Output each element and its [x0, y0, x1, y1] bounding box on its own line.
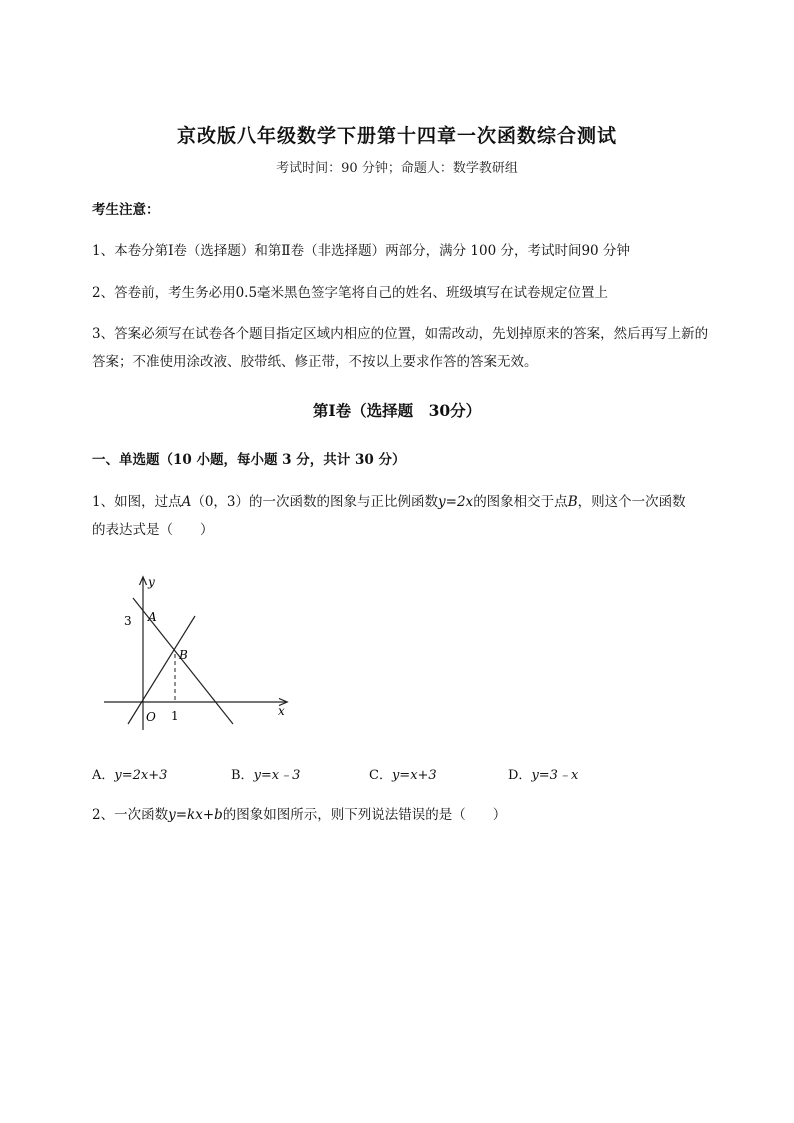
q1-choices: [92, 764, 712, 786]
q2-suffix: 的图象如图所示，则下列说法错误的是（ ）: [222, 807, 507, 823]
q1-graph-figure: [100, 572, 300, 732]
page-title: 京改版八年级数学下册第十四章一次函数综合测试: [176, 125, 617, 147]
label-x: x: [278, 704, 285, 718]
line-y-equals-2x: [128, 616, 195, 724]
page-subtitle: 考试时间：90 分钟；命题人：数学教研组: [276, 161, 518, 176]
notice-heading: 考生注意：: [92, 202, 160, 218]
choice-c[interactable]: C．y=x+3: [369, 768, 437, 783]
choice-a[interactable]: A．y=2x+3: [92, 768, 168, 783]
part1-title: 第Ⅰ卷（选择题 30分）: [312, 401, 482, 420]
section-heading: 一、单选题（10 小题，每小题 3 分，共计 30 分）: [92, 452, 406, 468]
question-2-text: [92, 801, 712, 829]
notice-item-2: 2、答卷前，考生务必用0.5毫米黑色签字笔将自己的姓名、班级填写在试卷规定位置上: [92, 285, 609, 301]
q2-function: y=kx+b: [168, 807, 223, 823]
q2-prefix: 2、一次函数: [92, 807, 169, 823]
notice-item-1: 1、本卷分第Ⅰ卷（选择题）和第Ⅱ卷（非选择题）两部分，满分 100 分，考试时间90 分钟: [92, 243, 630, 259]
q1-prefix: 1、如图，过点: [92, 494, 182, 510]
notice-item-3: 3、答案必须写在试卷各个题目指定区域内相应的位置，如需改动，先划掉原来的答案，然后再写上新的答案；不准使用涂改液、胶带纸、修正带，不按以上要求作答的答案无效。: [92, 326, 709, 370]
label-origin: O: [146, 710, 156, 724]
q1-suffix: ，则这个一次函数: [577, 494, 686, 510]
label-b: B: [179, 648, 188, 662]
q1-point-b: B: [567, 494, 578, 510]
question-1-text: [92, 488, 712, 544]
q1-function: y=2x: [438, 494, 474, 510]
tick-label-1: 1: [171, 709, 179, 723]
q1-point-a: A: [181, 494, 192, 510]
label-y: y: [148, 575, 155, 589]
label-a: A: [148, 610, 157, 624]
choice-b[interactable]: B．y=x﹣3: [231, 768, 301, 783]
tick-label-3: 3: [124, 614, 132, 628]
q1-line2: 的表达式是（ ）: [92, 522, 214, 538]
q1-mid: 的图象相交于点: [473, 494, 568, 510]
q1-coords: （0，3）的一次函数的图象与正比例函数: [191, 494, 439, 510]
choice-d[interactable]: D．y=3﹣x: [508, 768, 579, 783]
